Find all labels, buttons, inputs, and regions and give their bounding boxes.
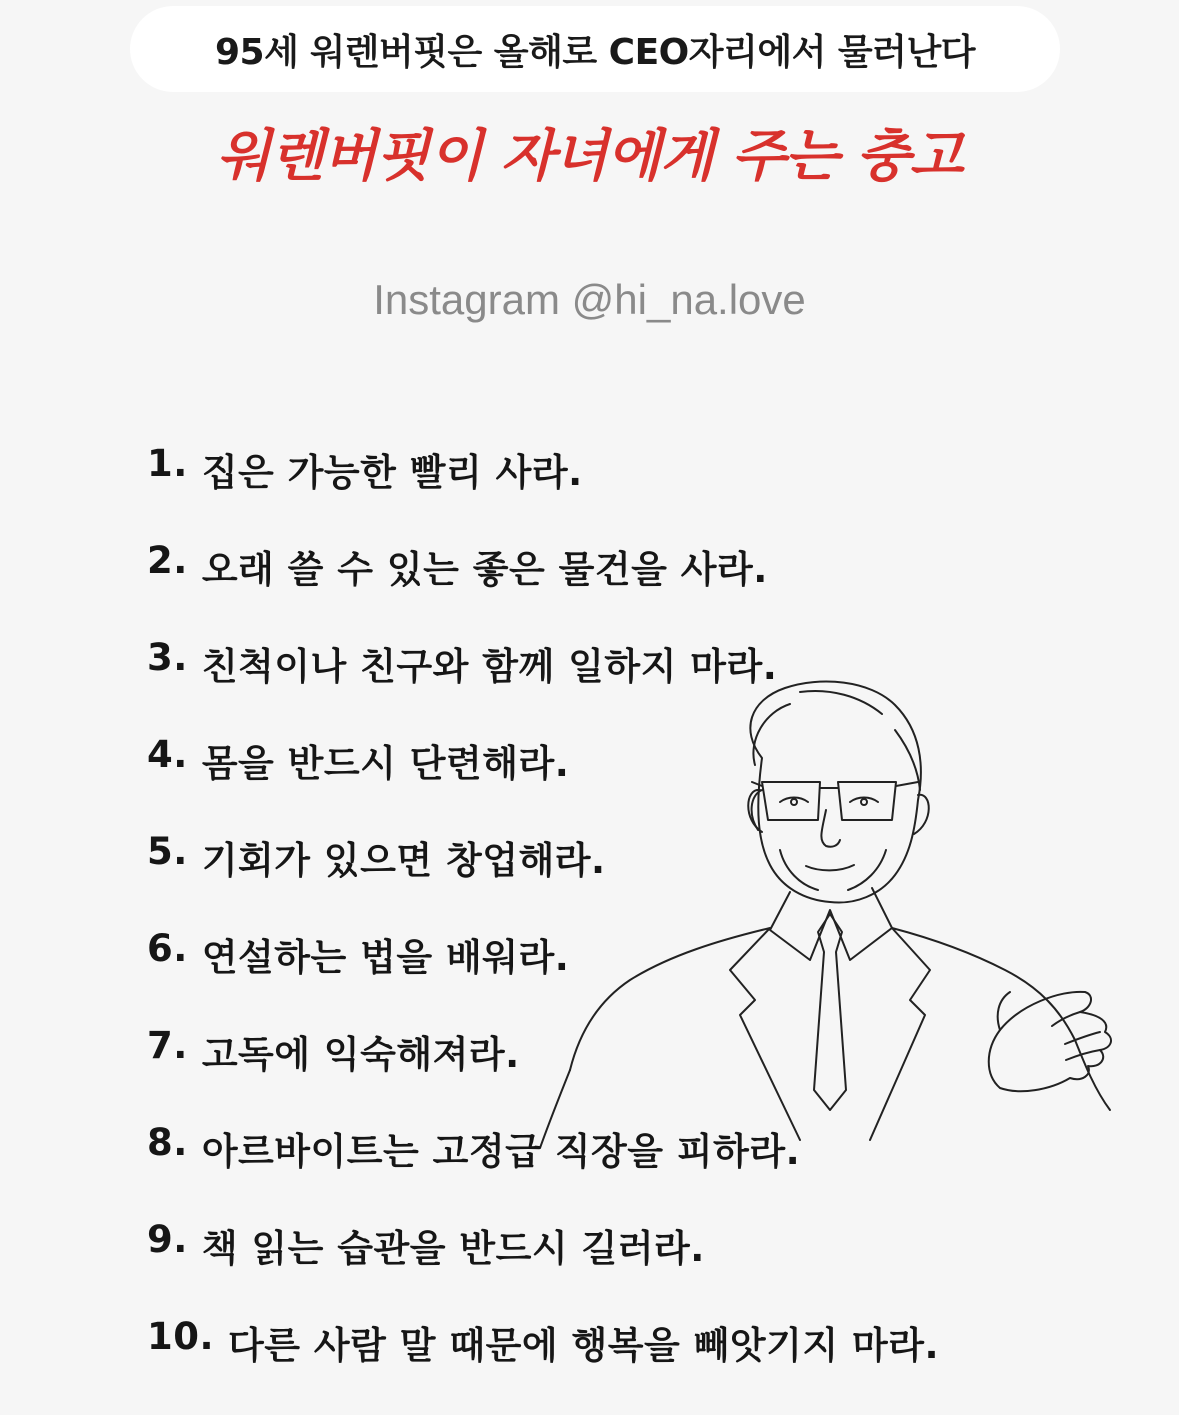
advice-number: 4. xyxy=(147,733,188,776)
advice-text: 친척이나 친구와 함께 일하지 마라. xyxy=(201,645,778,688)
advice-text: 집은 가능한 빨리 사라. xyxy=(201,451,583,494)
advice-text: 고독에 익숙해져라. xyxy=(201,1033,520,1076)
advice-number: 10. xyxy=(147,1315,215,1358)
advice-number: 7. xyxy=(147,1024,188,1067)
advice-text: 오래 쓸 수 있는 좋은 물건을 사라. xyxy=(201,548,768,591)
page-title: 워렌버핏이 자녀에게 주는 충고 xyxy=(216,124,963,189)
advice-text: 기회가 있으면 창업해라. xyxy=(201,839,606,882)
advice-number: 6. xyxy=(147,927,188,970)
advice-item-2 xyxy=(147,525,1107,622)
advice-item-1 xyxy=(147,428,1107,525)
advice-number: 2. xyxy=(147,539,188,582)
advice-number: 8. xyxy=(147,1121,188,1164)
instagram-credit: Instagram @hi_na.love xyxy=(373,276,806,323)
advice-number: 5. xyxy=(147,830,188,873)
advice-item-3 xyxy=(147,622,1107,719)
advice-text: 책 읽는 습관을 반드시 길러라. xyxy=(201,1227,705,1270)
advice-item-8 xyxy=(147,1107,1107,1204)
advice-item-6 xyxy=(147,913,1107,1010)
advice-item-9 xyxy=(147,1204,1107,1301)
advice-number: 1. xyxy=(147,442,188,485)
advice-list xyxy=(147,428,1107,1398)
advice-text: 연설하는 법을 배워라. xyxy=(201,936,570,979)
advice-text: 다른 사람 말 때문에 행복을 빼앗기지 마라. xyxy=(228,1324,940,1367)
advice-item-4 xyxy=(147,719,1107,816)
advice-item-5 xyxy=(147,816,1107,913)
advice-number: 9. xyxy=(147,1218,188,1261)
advice-number: 3. xyxy=(147,636,188,679)
advice-item-7 xyxy=(147,1010,1107,1107)
advice-text: 몸을 반드시 단련해라. xyxy=(201,742,570,785)
advice-text: 아르바이트는 고정급 직장을 피하라. xyxy=(201,1130,801,1173)
advice-item-10 xyxy=(147,1301,1107,1398)
subtitle-text: 95세 워렌버핏은 올해로 CEO자리에서 물러난다 xyxy=(214,31,976,73)
subtitle-banner xyxy=(130,6,1060,92)
